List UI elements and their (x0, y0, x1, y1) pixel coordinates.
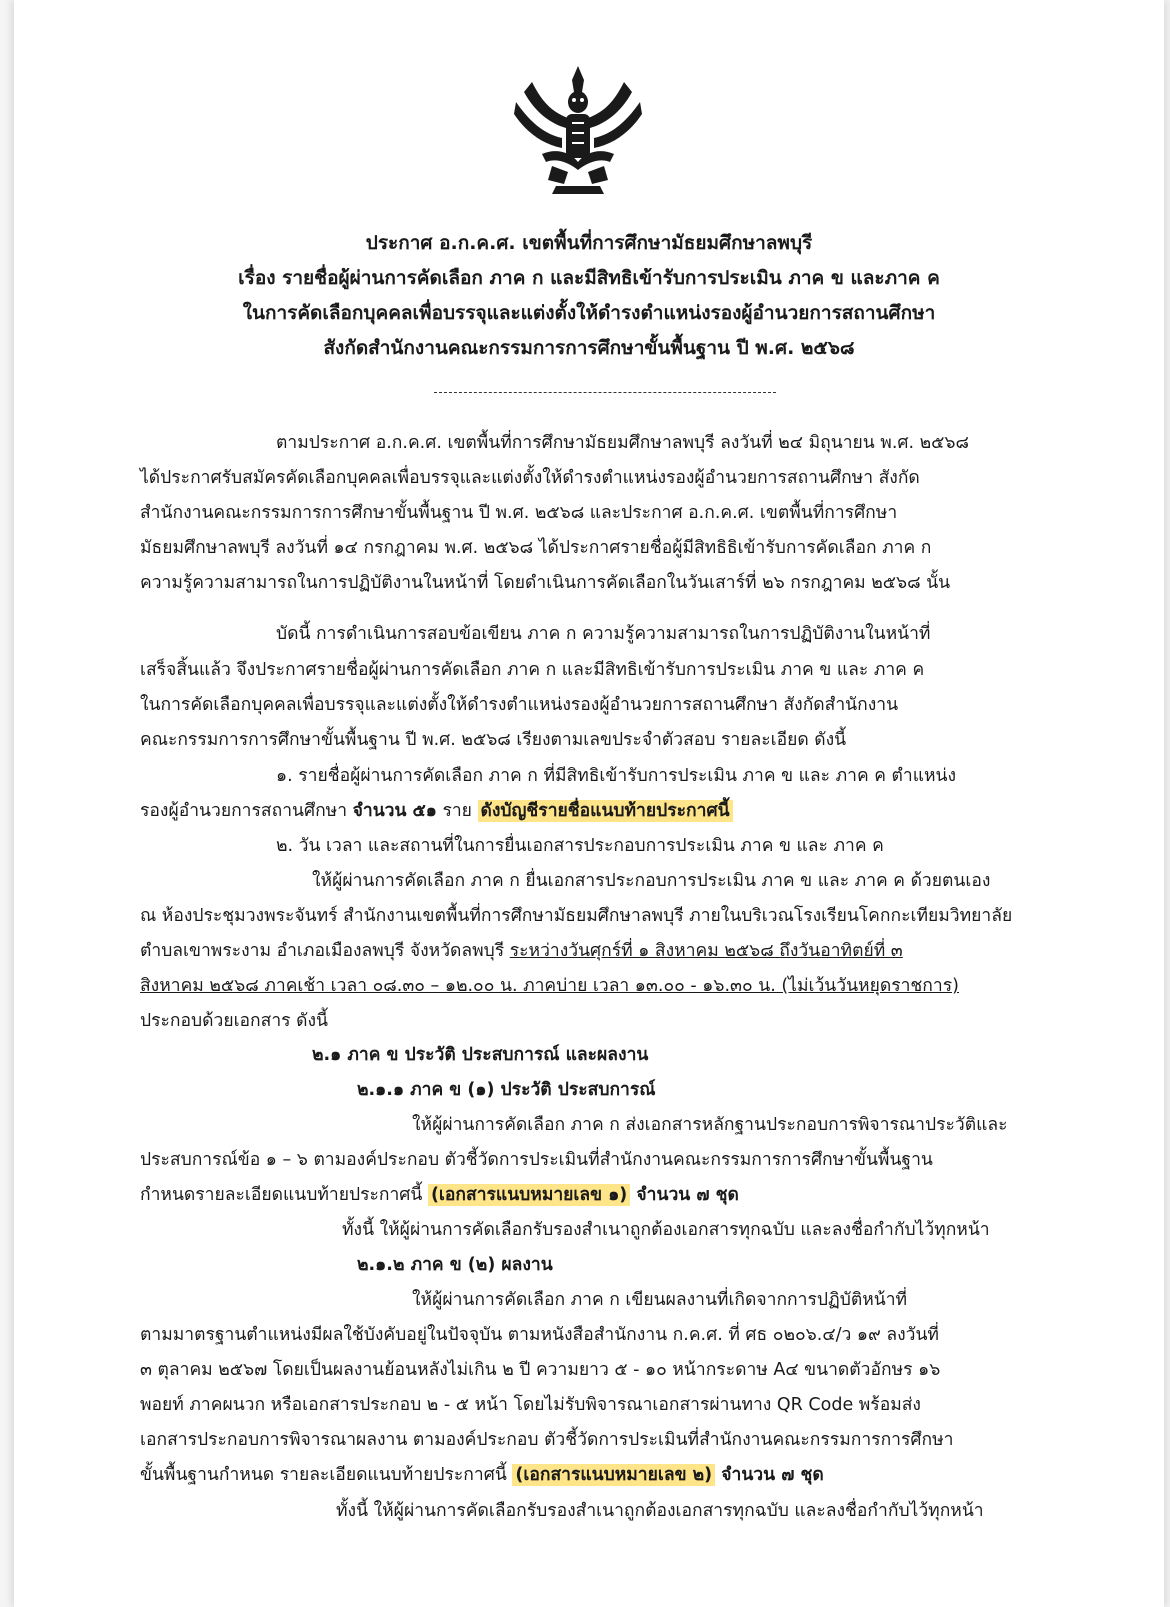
item-1-count: จำนวน ๕๑ (352, 801, 437, 821)
para-1-line-5: ความรู้ความสามารถในการปฏิบัติงานในหน้าที่ โดยดำเนินการคัดเลือกในวันเสาร์ที่ ๒๖ กรกฎาคม ๒๕๖๘ นั้น (140, 573, 951, 593)
section-2-1-2-line-6 (140, 1464, 824, 1486)
section-2-1-2-line-2: ตามมาตรฐานตำแหน่งมีผลใช้บังคับอยู่ในปัจจุบัน ตามหนังสือสำนักงาน ก.ค.ศ. ที่ ศธ ๐๒๐๖.๔/ว ๑๙ ลงวันที่ (140, 1325, 939, 1345)
item-2-time-range: สิงหาคม ๒๕๖๘ ภาคเช้า เวลา ๐๘.๓๐ – ๑๒.๐๐ น. ภาคบ่าย เวลา ๑๓.๐๐ - ๑๖.๓๐ น. (ไม่เว้นวันหยุดราชการ) (140, 976, 959, 996)
item-2-docs-intro: ประกอบด้วยเอกสาร ดังนี้ (140, 1011, 328, 1031)
para-2-line-3: ในการคัดเลือกบุคคลเพื่อบรรจุและแต่งตั้งให้ดำรงตำแหน่งรองผู้อำนวยการสถานศึกษา สังกัดสำนักงาน (140, 695, 899, 715)
section-2-1-heading: ๒.๑ ภาค ข ประวัติ ประสบการณ์ และผลงาน (312, 1045, 649, 1065)
section-2-1-2-detail: ขั้นพื้นฐานกำหนด รายละเอียดแนบท้ายประกาศนี้ (140, 1465, 513, 1485)
document-page (14, 0, 1164, 1607)
attachment-1-highlight: (เอกสารแนบหมายเลข ๑) (428, 1184, 630, 1206)
item-1-attachment-highlight: ดังบัญชีรายชื่อแนบท้ายประกาศนี้ (478, 800, 733, 822)
section-2-1-1-line-1: ให้ผู้ผ่านการคัดเลือก ภาค ก ส่งเอกสารหลักฐานประกอบการพิจารณาประวัติและ (412, 1115, 1008, 1135)
item-2-line-2: ณ ห้องประชุมวงพระจันทร์ สำนักงานเขตพื้นที่การศึกษามัธยมศึกษาลพบุรี ภายในบริเวณโรงเรียนโคกกะเทียมวิทยาลัย (140, 906, 1013, 926)
item-1-line-1: ๑. รายชื่อผู้ผ่านการคัดเลือก ภาค ก ที่มีสิทธิเข้ารับการประเมิน ภาค ข และ ภาค ค ตำแหน่ง (276, 766, 957, 786)
title-line-3: ในการคัดเลือกบุคคลเพื่อบรรจุและแต่งตั้งให้ดำรงตำแหน่งรองผู้อำนวยการสถานศึกษา (242, 302, 936, 324)
attachment-2-copies: จำนวน ๗ ชุด (715, 1465, 824, 1485)
attachment-2-highlight: (เอกสารแนบหมายเลข ๒) (512, 1464, 715, 1486)
item-2-location: ตำบลเขาพระงาม อำเภอเมืองลพบุรี จังหวัดลพบุรี (140, 941, 510, 961)
item-2-line-1: ให้ผู้ผ่านการคัดเลือก ภาค ก ยื่นเอกสารประกอบการประเมิน ภาค ข และ ภาค ค ด้วยตนเอง (312, 871, 991, 891)
item-1-unit: ราย (436, 801, 478, 821)
garuda-emblem (512, 62, 644, 200)
item-2-heading: ๒. วัน เวลา และสถานที่ในการยื่นเอกสารประกอบการประเมิน ภาค ข และ ภาค ค (276, 836, 884, 856)
item-2-date-range: ระหว่างวันศุกร์ที่ ๑ สิงหาคม ๒๕๖๘ ถึงวันอาทิตย์ที่ ๓ (509, 941, 903, 961)
title-line-1: ประกาศ อ.ก.ค.ศ. เขตพื้นที่การศึกษามัธยมศึกษาลพบุรี (365, 232, 813, 254)
section-2-1-2-line-4: พอยท์ ภาคผนวก หรือเอกสารประกอบ ๒ - ๕ หน้า โดยไม่รับพิจารณาเอกสารผ่านทาง QR Code พร้อมส่ง (140, 1395, 921, 1415)
section-2-1-2-heading: ๒.๑.๒ ภาค ข (๒) ผลงาน (357, 1255, 553, 1275)
section-2-1-2-line-5: เอกสารประกอบการพิจารณาผลงาน ตามองค์ประกอบ ตัวชี้วัดการประเมินที่สำนักงานคณะกรรมการการศึกษา (140, 1430, 954, 1450)
item-1-position: รองผู้อำนวยการสถานศึกษา (140, 801, 353, 821)
para-1-line-3: สำนักงานคณะกรรมการการศึกษาขั้นพื้นฐาน ปี พ.ศ. ๒๕๖๘ และประกาศ อ.ก.ค.ศ. เขตพื้นที่การศึกษา (140, 503, 898, 523)
para-1-line-2: ได้ประกาศรับสมัครคัดเลือกบุคคลเพื่อบรรจุและแต่งตั้งให้ดำรงตำแหน่งรองผู้อำนวยการสถานศึกษา สังกัด (140, 468, 920, 488)
para-2-line-1: บัดนี้ การดำเนินการสอบข้อเขียน ภาค ก ความรู้ความสามารถในการปฏิบัติงานในหน้าที่ (276, 624, 931, 644)
para-1-line-4: มัธยมศึกษาลพบุรี ลงวันที่ ๑๔ กรกฎาคม พ.ศ. ๒๕๖๘ ได้ประกาศรายชื่อผู้มีสิทธิธิเข้ารับการคัดเลือก ภาค ก (140, 538, 932, 558)
section-2-1-2-line-3: ๓ ตุลาคม ๒๕๖๗ โดยเป็นผลงานย้อนหลังไม่เกิน ๒ ปี ความยาว ๕ - ๑๐ หน้ากระดาษ A๔ ขนาดตัวอักษร ๑๖ (140, 1360, 941, 1380)
item-1-line-2 (140, 800, 733, 822)
attachment-1-copies: จำนวน ๗ ชุด (630, 1185, 739, 1205)
section-2-1-1-detail: กำหนดรายละเอียดแนบท้ายประกาศนี้ (140, 1185, 428, 1205)
section-2-1-1-line-3 (140, 1184, 739, 1206)
section-2-1-1-line-2: ประสบการณ์ข้อ ๑ – ๖ ตามองค์ประกอบ ตัวชี้วัดการประเมินที่สำนักงานคณะกรรมการการศึกษาขั้นพื้นฐาน (140, 1150, 933, 1170)
section-2-1-2-certify: ทั้งนี้ ให้ผู้ผ่านการคัดเลือกรับรองสำเนาถูกต้องเอกสารทุกฉบับ และลงชื่อกำกับไว้ทุกหน้า (336, 1501, 984, 1521)
title-divider (434, 392, 776, 393)
item-2-line-3 (140, 940, 903, 962)
para-2-line-4: คณะกรรมการการศึกษาขั้นพื้นฐาน ปี พ.ศ. ๒๕๖๘ เรียงตามเลขประจำตัวสอบ รายละเอียด ดังนี้ (140, 730, 847, 750)
section-2-1-1-certify: ทั้งนี้ ให้ผู้ผ่านการคัดเลือกรับรองสำเนาถูกต้องเอกสารทุกฉบับ และลงชื่อกำกับไว้ทุกหน้า (342, 1220, 990, 1240)
para-1-line-1: ตามประกาศ อ.ก.ค.ศ. เขตพื้นที่การศึกษามัธยมศึกษาลพบุรี ลงวันที่ ๒๔ มิถุนายน พ.ศ. ๒๕๖๘ (276, 433, 970, 453)
para-2-line-2: เสร็จสิ้นแล้ว จึงประกาศรายชื่อผู้ผ่านการคัดเลือก ภาค ก และมีสิทธิเข้ารับการประเมิน ภาค ข และ ภาค ค (140, 660, 925, 680)
section-2-1-2-line-1: ให้ผู้ผ่านการคัดเลือก ภาค ก เขียนผลงานที่เกิดจากการปฏิบัติหน้าที่ (412, 1290, 908, 1310)
title-line-4: สังกัดสำนักงานคณะกรรมการการศึกษาขั้นพื้นฐาน ปี พ.ศ. ๒๕๖๘ (323, 337, 855, 359)
section-2-1-1-heading: ๒.๑.๑ ภาค ข (๑) ประวัติ ประสบการณ์ (357, 1080, 656, 1100)
title-line-2: เรื่อง รายชื่อผู้ผ่านการคัดเลือก ภาค ก และมีสิทธิเข้ารับการประเมิน ภาค ข และภาค ค (238, 267, 940, 289)
